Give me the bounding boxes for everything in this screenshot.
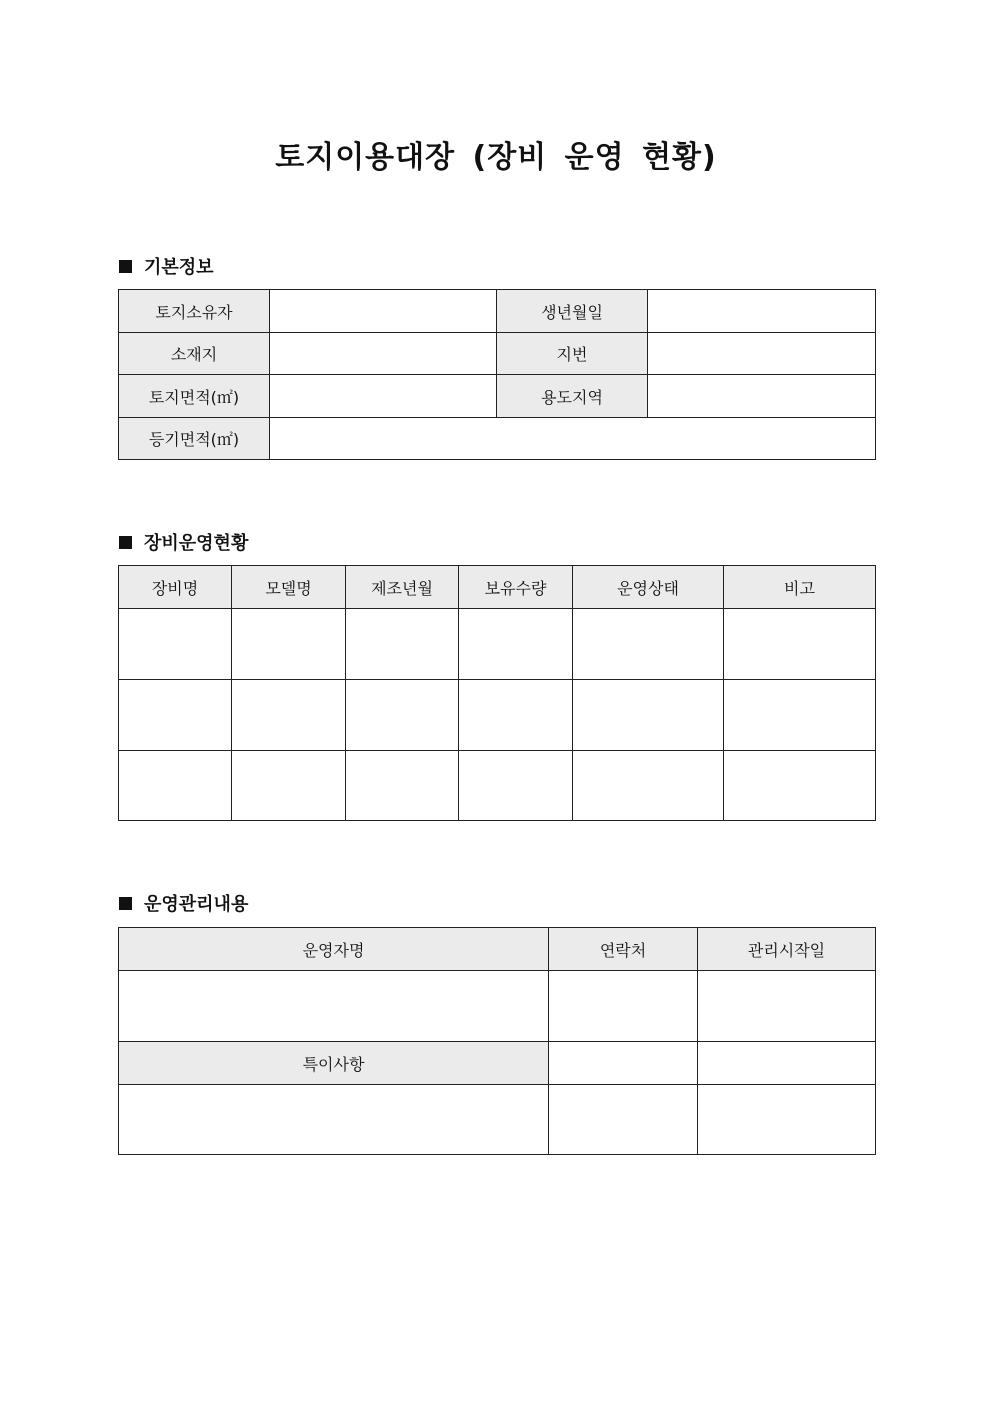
col-header: 보유수량 <box>459 566 573 609</box>
input-owner[interactable] <box>270 290 497 333</box>
label-land-area: 토지면적(㎡) <box>119 375 270 418</box>
input-address[interactable] <box>270 333 497 375</box>
section-heading-basic <box>119 253 214 279</box>
table-cell[interactable] <box>573 751 724 821</box>
input-land-area[interactable] <box>270 375 497 418</box>
input-reg-area[interactable] <box>270 418 876 460</box>
input-operator-name[interactable] <box>119 971 549 1042</box>
table-cell[interactable] <box>573 609 724 680</box>
table-row <box>119 1085 876 1155</box>
table-cell[interactable] <box>119 680 232 751</box>
label-address: 소재지 <box>119 333 270 375</box>
table-cell[interactable] <box>232 751 346 821</box>
table-cell[interactable] <box>573 680 724 751</box>
section-heading-equipment <box>119 529 248 555</box>
col-header: 장비명 <box>119 566 232 609</box>
table-cell[interactable] <box>119 751 232 821</box>
table-cell[interactable] <box>459 680 573 751</box>
input-lot[interactable] <box>648 333 876 375</box>
page-title: 토지이용대장 (장비 운영 현황) <box>275 140 717 175</box>
input-contact[interactable] <box>549 971 698 1042</box>
label-birth: 생년월일 <box>497 290 648 333</box>
table-cell[interactable] <box>698 1085 876 1155</box>
table-cell[interactable] <box>232 609 346 680</box>
input-start-date[interactable] <box>698 971 876 1042</box>
table-row <box>119 680 876 751</box>
section-heading-label: 기본정보 <box>144 257 214 278</box>
table-cell[interactable] <box>724 609 876 680</box>
table-cell[interactable] <box>346 751 459 821</box>
col-header: 비고 <box>724 566 876 609</box>
table-row <box>119 971 876 1042</box>
table-cell[interactable] <box>698 1042 876 1085</box>
square-bullet-icon <box>119 536 132 549</box>
label-special-notes: 특이사항 <box>119 1042 549 1085</box>
col-header: 제조년월 <box>346 566 459 609</box>
section-heading-label: 장비운영현황 <box>144 533 249 554</box>
basic-info-table <box>118 289 876 460</box>
table-row <box>119 609 876 680</box>
input-zoning[interactable] <box>648 375 876 418</box>
section-heading-label: 운영관리내용 <box>144 894 249 915</box>
input-special-notes[interactable] <box>119 1085 549 1155</box>
table-row <box>119 751 876 821</box>
table-cell[interactable] <box>549 1085 698 1155</box>
table-cell[interactable] <box>724 680 876 751</box>
table-cell[interactable] <box>346 609 459 680</box>
management-table <box>118 927 876 1155</box>
square-bullet-icon <box>119 897 132 910</box>
col-header: 연락처 <box>549 928 698 971</box>
col-header: 운영자명 <box>119 928 549 971</box>
table-cell[interactable] <box>459 751 573 821</box>
table-cell[interactable] <box>119 609 232 680</box>
label-owner: 토지소유자 <box>119 290 270 333</box>
table-cell[interactable] <box>724 751 876 821</box>
label-zoning: 용도지역 <box>497 375 648 418</box>
table-cell[interactable] <box>232 680 346 751</box>
section-heading-management <box>119 890 248 916</box>
table-cell[interactable] <box>459 609 573 680</box>
col-header: 운영상태 <box>573 566 724 609</box>
label-lot: 지번 <box>497 333 648 375</box>
col-header: 모델명 <box>232 566 346 609</box>
col-header: 관리시작일 <box>698 928 876 971</box>
table-cell[interactable] <box>549 1042 698 1085</box>
equipment-table <box>118 565 876 821</box>
square-bullet-icon <box>119 260 132 273</box>
input-birth[interactable] <box>648 290 876 333</box>
table-cell[interactable] <box>346 680 459 751</box>
label-reg-area: 등기면적(㎡) <box>119 418 270 460</box>
